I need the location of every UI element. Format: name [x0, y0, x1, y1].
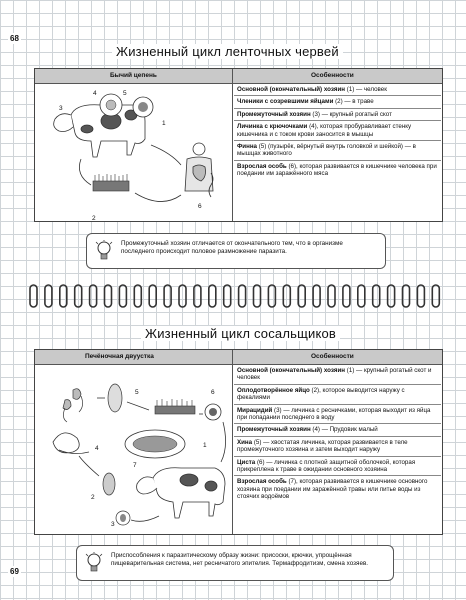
fact-row: Взрослая особь (6), которая развивается в кишечнике человека при поедании им заражённого мяса	[237, 162, 437, 178]
tapeworm-title: Жизненный цикл ленточных червей	[112, 44, 343, 59]
spiral-ring	[432, 285, 439, 307]
label-2: 2	[91, 494, 95, 501]
cycle-arrow	[151, 145, 181, 165]
cycle-arrow	[221, 422, 226, 462]
spiral-ring	[209, 285, 216, 307]
spiral-ring	[313, 285, 320, 307]
cycle-arrow	[127, 402, 149, 410]
spiral-ring	[328, 285, 335, 307]
label-6: 6	[198, 203, 202, 210]
human-illustration	[185, 143, 213, 191]
cycle-arrow	[135, 193, 181, 202]
label-4: 4	[95, 445, 99, 452]
spiral-ring	[60, 285, 67, 307]
label-5: 5	[123, 90, 127, 97]
fact-row: Мирацидий (3) — личинка с ресничками, которая выходит из яйца при попадании последнего в воду	[234, 405, 441, 425]
lightbulb-icon	[85, 552, 103, 574]
grass-illustration	[93, 174, 129, 191]
fluke-left-header: Печёночная двуустка	[85, 353, 154, 360]
tapeworm-note	[86, 233, 386, 269]
page-number-top: 68	[10, 34, 19, 43]
cow-illustration	[137, 468, 225, 518]
fluke-right-header: Особенности	[311, 353, 354, 360]
label-4: 4	[93, 90, 97, 97]
fact-row: Оплодотворённое яйцо (2), которое выводится наружу с фекалиями	[234, 385, 441, 405]
spiral-ring	[164, 285, 171, 307]
tapeworm-left-header: Бычий цепень	[110, 72, 157, 79]
tapeworm-table-header	[35, 69, 442, 84]
cycle-arrow	[79, 456, 99, 476]
spiral-ring	[268, 285, 275, 307]
spiral-ring	[149, 285, 156, 307]
spiral-ring	[224, 285, 231, 307]
spiral-ring	[298, 285, 305, 307]
spiral-ring	[343, 285, 350, 307]
fluke-title: Жизненный цикл сосальщиков	[141, 326, 340, 341]
fact-row: Членики с созревшими яйцами (2) — в траве	[234, 96, 441, 108]
cycle-arrow	[79, 159, 91, 185]
label-1: 1	[203, 442, 207, 449]
spiral-ring	[134, 285, 141, 307]
fact-row: Хина (5) — хвостатая личинка, которая развивается в теле промежуточного хозяина и затем выходит наружу	[234, 437, 441, 457]
label-1: 1	[162, 120, 166, 127]
spiral-ring	[30, 285, 37, 307]
spiral-ring	[417, 285, 424, 307]
fluke-facts	[234, 365, 441, 503]
spiral-ring	[105, 285, 112, 307]
fact-row: Промежуточный хозяин (4) — Прудовик малый	[234, 424, 441, 436]
spiral-ring	[388, 285, 395, 307]
fact-row: Основной (окончательный) хозяин (1) — крупный рогатый скот и человек	[234, 365, 441, 385]
label-2: 2	[92, 215, 96, 222]
spiral-ring	[45, 285, 52, 307]
fluke-table	[34, 349, 443, 535]
fluke-life-cycle-illustration	[39, 366, 229, 532]
fluke-note	[76, 545, 394, 581]
spiral-ring	[179, 285, 186, 307]
tapeworm-divider	[232, 69, 233, 221]
tapeworm-facts	[234, 84, 441, 180]
fact-row: Взрослая особь (7), которая развивается в кишечнике основного хозяина при поедании им заражённой травы или питье воды из стоячих водоёмов	[237, 478, 428, 501]
spiral-ring	[75, 285, 82, 307]
label-3: 3	[111, 521, 115, 528]
fluke-note-text: Приспособления к паразитическому образу жизни: присоски, крючки, упрощённая пищеварительная система, нет ресничатого эпителия. Термафродитизм, смена хозяев.	[111, 552, 369, 567]
fact-row: Промежуточный хозяин (3) — крупный рогатый скот	[234, 109, 441, 121]
spiral-ring	[283, 285, 290, 307]
tapeworm-note-text: Промежуточный хозяин отличается от окончательного тем, что в организме последнего происходит половое размножение паразита.	[121, 240, 343, 255]
label-3: 3	[59, 105, 63, 112]
spiral-ring	[358, 285, 365, 307]
spiral-ring	[403, 285, 410, 307]
label-5: 5	[135, 389, 139, 396]
fact-row: Финна (5) (пузырёк, вёрнутый внутрь головкой и шейкой) — в мышцах животного	[234, 141, 441, 161]
tapeworm-right-header: Особенности	[311, 72, 354, 79]
fluke-table-header	[35, 350, 442, 365]
fluke-divider	[232, 350, 233, 534]
spiral-binding	[24, 283, 442, 309]
tapeworm-table	[34, 68, 443, 222]
fact-row: Циста (6) — личинка с плотной защитной оболочкой, которая прикреплена к траве в ожидании основного хозяина	[234, 457, 441, 477]
spiral-ring	[194, 285, 201, 307]
label-6: 6	[211, 389, 215, 396]
page-number-bottom: 69	[10, 567, 19, 576]
label-7: 7	[133, 462, 137, 469]
spiral-ring	[119, 285, 126, 307]
fact-row: Личинка с крючочками (4), которая пробуравливает стенку кишечника и с током крови заносится в мышцы	[234, 121, 441, 141]
cow-illustration	[54, 105, 145, 157]
tapeworm-life-cycle-illustration	[41, 85, 229, 219]
lightbulb-icon	[95, 240, 113, 262]
spiral-ring	[254, 285, 261, 307]
spiral-ring	[373, 285, 380, 307]
spiral-ring	[239, 285, 246, 307]
fact-row: Основной (окончательный) хозяин (1) — человек	[234, 84, 441, 96]
spiral-ring	[90, 285, 97, 307]
cycle-arrow	[131, 516, 159, 521]
